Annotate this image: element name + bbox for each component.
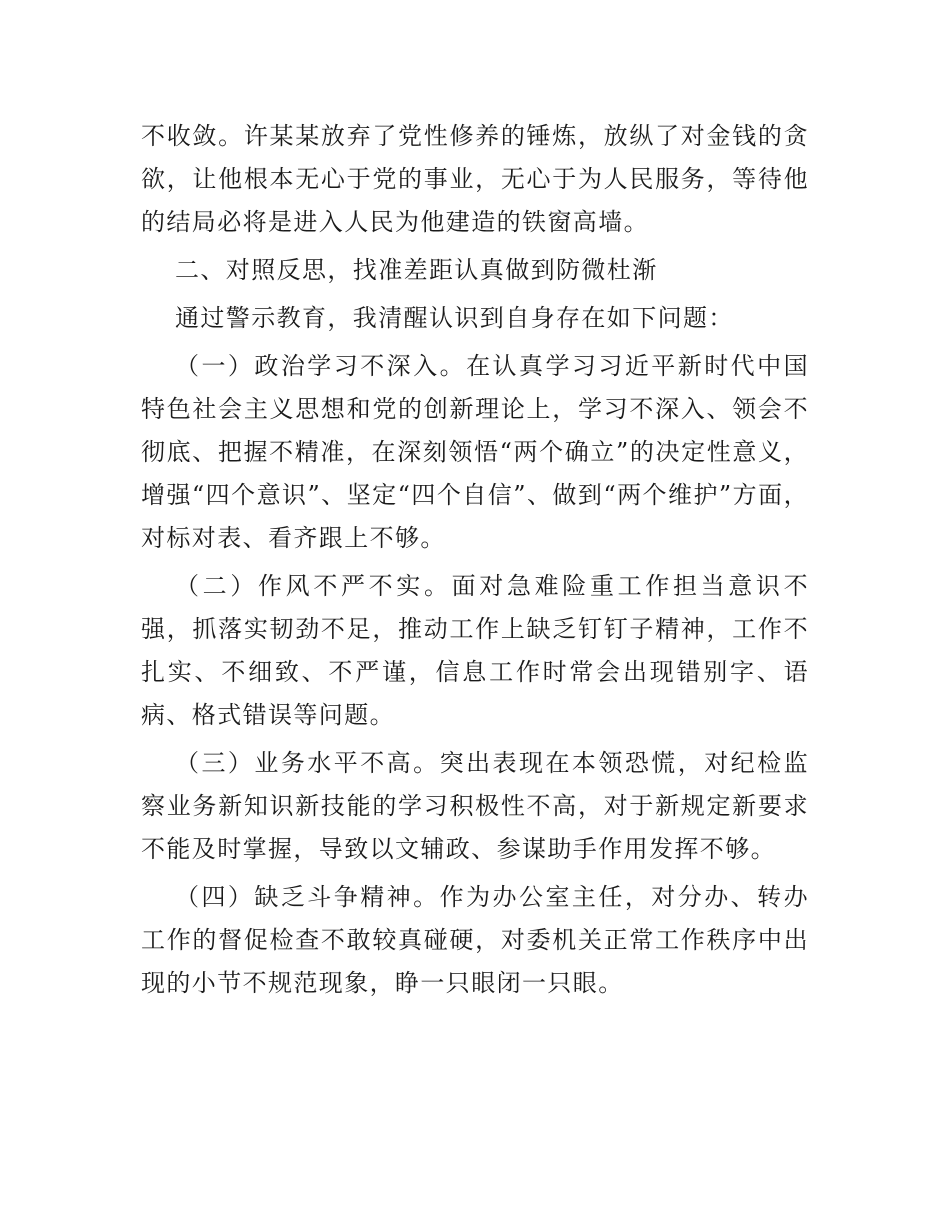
intro-paragraph: 通过警示教育，我清醒认识到自身存在如下问题： <box>175 304 734 332</box>
issue-paragraph-1: （一）政治学习不深入。在认真学习习近平新时代中国特色社会主义思想和党的创新理论上，学习不深入、领会不彻底、把握不精准，在深刻领悟“两个确立”的决定性意义，增强“四个意识”、坚定“四个自信”、做到“两个维护”方面，对标对表、看齐跟上不够。 <box>141 352 809 552</box>
issue-paragraph-3: （三）业务水平不高。突出表现在本领恐慌，对纪检监察业务新知识新技能的学习积极性不高，对于新规定新要求不能及时掌握，导致以文辅政、参谋助手作用发挥不够。 <box>141 749 809 863</box>
section-heading: 二、对照反思，找准差距认真做到防微杜渐 <box>175 256 658 284</box>
paragraph-continuation: 不收敛。许某某放弃了党性修养的锤炼，放纵了对金钱的贪欲，让他根本无心于党的事业，无心于为人民服务，等待他的结局必将是进入人民为他建造的铁窗高墙。 <box>141 122 809 236</box>
issue-paragraph-2: （二）作风不严不实。面对急难险重工作担当意识不强，抓落实韧劲不足，推动工作上缺乏钉钉子精神，工作不扎实、不细致、不严谨，信息工作时常会出现错别字、语病、格式错误等问题。 <box>141 572 809 729</box>
document-body <box>141 115 809 1010</box>
issue-paragraph-4: （四）缺乏斗争精神。作为办公室主任，对分办、转办工作的督促检查不敢较真碰硬，对委机关正常工作秩序中出现的小节不规范现象，睁一只眼闭一只眼。 <box>141 883 809 997</box>
